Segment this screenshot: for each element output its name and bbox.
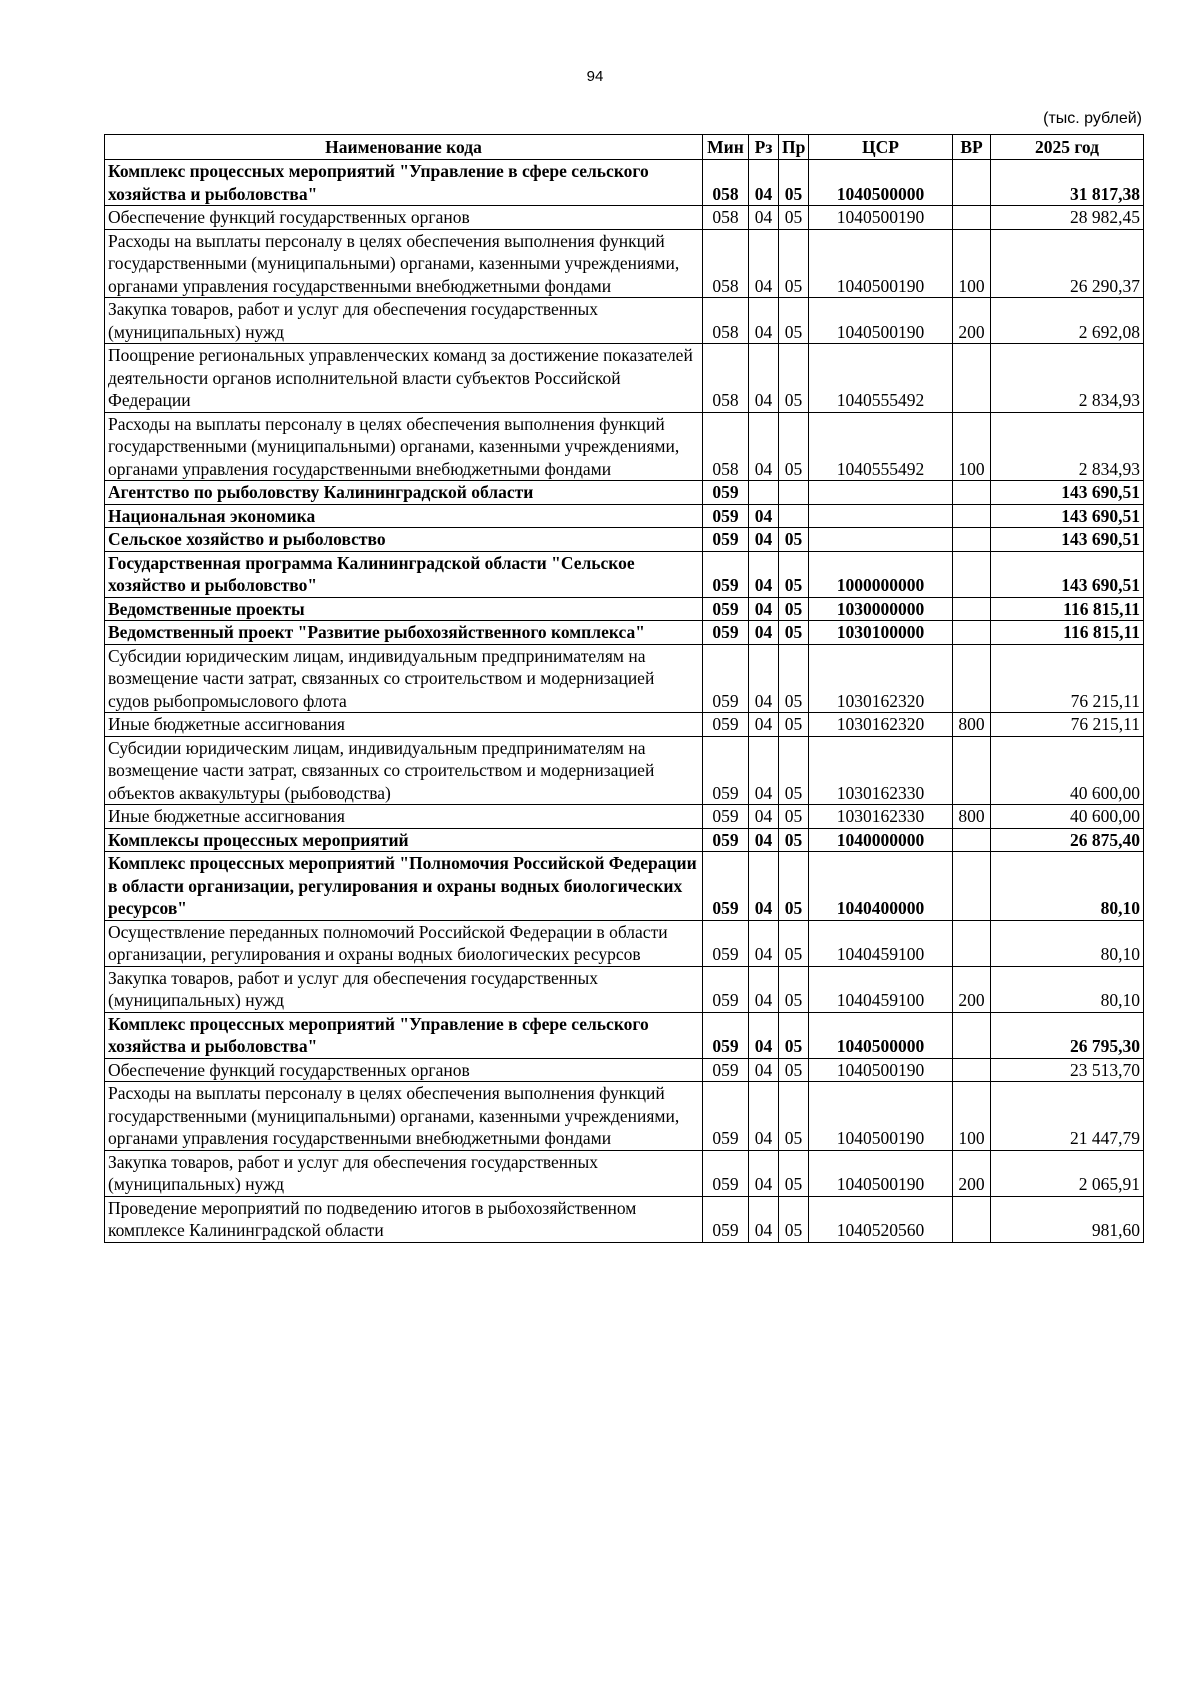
cell-amount: 21 447,79 xyxy=(991,1082,1144,1151)
table-row xyxy=(105,298,1144,344)
cell-rz: 04 xyxy=(749,644,779,713)
col-header-vr: ВР xyxy=(953,135,991,160)
cell-name: Обеспечение функций государственных органов xyxy=(105,206,703,230)
cell-name: Сельское хозяйство и рыболовство xyxy=(105,528,703,552)
cell-amount: 981,60 xyxy=(991,1196,1144,1242)
cell-vr: 800 xyxy=(953,713,991,737)
cell-amount: 116 815,11 xyxy=(991,621,1144,645)
cell-amount: 76 215,11 xyxy=(991,644,1144,713)
cell-min: 059 xyxy=(703,966,749,1012)
cell-csr: 1040500190 xyxy=(809,1082,953,1151)
cell-vr xyxy=(953,504,991,528)
cell-csr xyxy=(809,481,953,505)
cell-rz: 04 xyxy=(749,229,779,298)
cell-min: 059 xyxy=(703,481,749,505)
cell-min: 059 xyxy=(703,621,749,645)
cell-amount: 40 600,00 xyxy=(991,805,1144,829)
cell-pr: 05 xyxy=(779,1196,809,1242)
cell-rz: 04 xyxy=(749,1082,779,1151)
cell-rz: 04 xyxy=(749,966,779,1012)
cell-csr: 1040000000 xyxy=(809,828,953,852)
cell-vr xyxy=(953,621,991,645)
cell-amount: 80,10 xyxy=(991,852,1144,921)
table-row xyxy=(105,713,1144,737)
table-row xyxy=(105,1196,1144,1242)
cell-pr: 05 xyxy=(779,920,809,966)
cell-pr: 05 xyxy=(779,828,809,852)
cell-amount: 143 690,51 xyxy=(991,504,1144,528)
cell-vr xyxy=(953,920,991,966)
cell-min: 058 xyxy=(703,206,749,230)
cell-csr: 1030162330 xyxy=(809,805,953,829)
cell-amount: 143 690,51 xyxy=(991,551,1144,597)
cell-csr: 1030000000 xyxy=(809,597,953,621)
cell-rz: 04 xyxy=(749,805,779,829)
cell-name: Иные бюджетные ассигнования xyxy=(105,713,703,737)
cell-pr: 05 xyxy=(779,713,809,737)
cell-pr xyxy=(779,504,809,528)
cell-pr xyxy=(779,481,809,505)
cell-csr: 1040500190 xyxy=(809,229,953,298)
cell-csr: 1040500000 xyxy=(809,1012,953,1058)
cell-amount: 26 795,30 xyxy=(991,1012,1144,1058)
cell-vr: 200 xyxy=(953,298,991,344)
cell-vr: 100 xyxy=(953,1082,991,1151)
cell-vr xyxy=(953,736,991,805)
cell-min: 059 xyxy=(703,805,749,829)
cell-amount: 116 815,11 xyxy=(991,597,1144,621)
cell-min: 059 xyxy=(703,1082,749,1151)
cell-name: Комплекс процессных мероприятий "Управление в сфере сельского хозяйства и рыболовства" xyxy=(105,1012,703,1058)
cell-pr: 05 xyxy=(779,528,809,552)
cell-vr xyxy=(953,597,991,621)
cell-min: 059 xyxy=(703,828,749,852)
cell-name: Национальная экономика xyxy=(105,504,703,528)
cell-min: 059 xyxy=(703,920,749,966)
cell-rz: 04 xyxy=(749,1150,779,1196)
cell-rz xyxy=(749,481,779,505)
cell-pr: 05 xyxy=(779,344,809,413)
cell-vr xyxy=(953,1196,991,1242)
cell-vr xyxy=(953,828,991,852)
cell-pr: 05 xyxy=(779,736,809,805)
col-header-min: Мин xyxy=(703,135,749,160)
cell-name: Комплексы процессных мероприятий xyxy=(105,828,703,852)
col-header-csr: ЦСР xyxy=(809,135,953,160)
cell-amount: 2 834,93 xyxy=(991,412,1144,481)
cell-csr: 1040555492 xyxy=(809,412,953,481)
cell-amount: 143 690,51 xyxy=(991,528,1144,552)
table-row xyxy=(105,412,1144,481)
table-header-row xyxy=(105,135,1144,160)
table-row xyxy=(105,805,1144,829)
cell-pr: 05 xyxy=(779,1082,809,1151)
cell-min: 058 xyxy=(703,344,749,413)
cell-min: 058 xyxy=(703,298,749,344)
table-row xyxy=(105,504,1144,528)
table-row xyxy=(105,736,1144,805)
cell-amount: 2 834,93 xyxy=(991,344,1144,413)
cell-min: 058 xyxy=(703,229,749,298)
cell-name: Государственная программа Калининградской области "Сельское хозяйство и рыболовство" xyxy=(105,551,703,597)
cell-csr: 1040500190 xyxy=(809,206,953,230)
cell-amount: 80,10 xyxy=(991,920,1144,966)
cell-min: 059 xyxy=(703,528,749,552)
cell-vr xyxy=(953,852,991,921)
cell-name: Расходы на выплаты персоналу в целях обеспечения выполнения функций государственными (муниципальными) органами, казенными учреждениями, органами управления государственными внебюджетными фондами xyxy=(105,229,703,298)
units-label: (тыс. рублей) xyxy=(1043,110,1142,127)
cell-csr: 1030100000 xyxy=(809,621,953,645)
cell-rz: 04 xyxy=(749,828,779,852)
cell-min: 059 xyxy=(703,713,749,737)
col-header-rz: Рз xyxy=(749,135,779,160)
cell-pr: 05 xyxy=(779,1012,809,1058)
cell-csr: 1030162330 xyxy=(809,736,953,805)
table-row xyxy=(105,1058,1144,1082)
cell-csr: 1040500190 xyxy=(809,298,953,344)
cell-amount: 23 513,70 xyxy=(991,1058,1144,1082)
cell-name: Агентство по рыболовству Калининградской области xyxy=(105,481,703,505)
cell-amount: 2 065,91 xyxy=(991,1150,1144,1196)
cell-rz: 04 xyxy=(749,1012,779,1058)
cell-csr: 1040500190 xyxy=(809,1058,953,1082)
cell-min: 059 xyxy=(703,736,749,805)
cell-csr: 1040400000 xyxy=(809,852,953,921)
cell-pr: 05 xyxy=(779,597,809,621)
table-row xyxy=(105,344,1144,413)
cell-amount: 26 290,37 xyxy=(991,229,1144,298)
cell-min: 059 xyxy=(703,1058,749,1082)
cell-amount: 28 982,45 xyxy=(991,206,1144,230)
cell-vr xyxy=(953,1058,991,1082)
table-row xyxy=(105,481,1144,505)
cell-pr: 05 xyxy=(779,229,809,298)
table-row xyxy=(105,597,1144,621)
col-header-name: Наименование кода xyxy=(105,135,703,160)
col-header-pr: Пр xyxy=(779,135,809,160)
cell-name: Субсидии юридическим лицам, индивидуальным предпринимателям на возмещение части затрат, связанных со строительством и модернизацией судов рыбопромыслового флота xyxy=(105,644,703,713)
table-row xyxy=(105,551,1144,597)
cell-name: Комплекс процессных мероприятий "Полномочия Российской Федерации в области организации, регулирования и охраны водных биологических ресурсов" xyxy=(105,852,703,921)
cell-csr: 1000000000 xyxy=(809,551,953,597)
budget-table xyxy=(104,134,1144,1243)
cell-rz: 04 xyxy=(749,713,779,737)
cell-csr xyxy=(809,504,953,528)
cell-min: 059 xyxy=(703,1196,749,1242)
cell-amount: 76 215,11 xyxy=(991,713,1144,737)
cell-min: 059 xyxy=(703,852,749,921)
cell-vr xyxy=(953,528,991,552)
cell-min: 059 xyxy=(703,644,749,713)
cell-vr: 200 xyxy=(953,966,991,1012)
cell-rz: 04 xyxy=(749,920,779,966)
table-row xyxy=(105,1150,1144,1196)
table-row xyxy=(105,920,1144,966)
cell-min: 059 xyxy=(703,1150,749,1196)
cell-pr: 05 xyxy=(779,852,809,921)
cell-amount: 80,10 xyxy=(991,966,1144,1012)
cell-csr: 1040520560 xyxy=(809,1196,953,1242)
cell-vr xyxy=(953,206,991,230)
table-row xyxy=(105,1082,1144,1151)
cell-csr: 1040459100 xyxy=(809,966,953,1012)
cell-pr: 05 xyxy=(779,412,809,481)
table-row xyxy=(105,828,1144,852)
cell-amount: 2 692,08 xyxy=(991,298,1144,344)
cell-rz: 04 xyxy=(749,160,779,206)
cell-vr: 200 xyxy=(953,1150,991,1196)
cell-pr: 05 xyxy=(779,805,809,829)
table-body xyxy=(105,160,1144,1243)
cell-csr: 1030162320 xyxy=(809,644,953,713)
cell-min: 059 xyxy=(703,1012,749,1058)
col-header-amount: 2025 год xyxy=(991,135,1144,160)
cell-name: Закупка товаров, работ и услуг для обеспечения государственных (муниципальных) нужд xyxy=(105,298,703,344)
table-row xyxy=(105,621,1144,645)
cell-rz: 04 xyxy=(749,551,779,597)
cell-vr xyxy=(953,344,991,413)
table-row xyxy=(105,966,1144,1012)
cell-pr: 05 xyxy=(779,551,809,597)
table-row xyxy=(105,852,1144,921)
cell-vr: 100 xyxy=(953,229,991,298)
cell-vr: 800 xyxy=(953,805,991,829)
cell-vr xyxy=(953,644,991,713)
cell-min: 058 xyxy=(703,412,749,481)
cell-amount: 26 875,40 xyxy=(991,828,1144,852)
cell-vr xyxy=(953,1012,991,1058)
cell-amount: 31 817,38 xyxy=(991,160,1144,206)
cell-name: Проведение мероприятий по подведению итогов в рыбохозяйственном комплексе Калининградской области xyxy=(105,1196,703,1242)
cell-min: 059 xyxy=(703,597,749,621)
cell-name: Осуществление переданных полномочий Российской Федерации в области организации, регулирования и охраны водных биологических ресурсов xyxy=(105,920,703,966)
cell-pr: 05 xyxy=(779,298,809,344)
cell-name: Ведомственные проекты xyxy=(105,597,703,621)
cell-name: Иные бюджетные ассигнования xyxy=(105,805,703,829)
cell-name: Закупка товаров, работ и услуг для обеспечения государственных (муниципальных) нужд xyxy=(105,1150,703,1196)
cell-pr: 05 xyxy=(779,160,809,206)
cell-name: Закупка товаров, работ и услуг для обеспечения государственных (муниципальных) нужд xyxy=(105,966,703,1012)
cell-rz: 04 xyxy=(749,621,779,645)
cell-csr: 1040555492 xyxy=(809,344,953,413)
cell-pr: 05 xyxy=(779,644,809,713)
table-row xyxy=(105,528,1144,552)
cell-amount: 40 600,00 xyxy=(991,736,1144,805)
cell-rz: 04 xyxy=(749,736,779,805)
cell-rz: 04 xyxy=(749,344,779,413)
table-row xyxy=(105,229,1144,298)
cell-rz: 04 xyxy=(749,298,779,344)
cell-rz: 04 xyxy=(749,1196,779,1242)
table-row xyxy=(105,1012,1144,1058)
cell-rz: 04 xyxy=(749,206,779,230)
table-row xyxy=(105,160,1144,206)
cell-rz: 04 xyxy=(749,412,779,481)
cell-pr: 05 xyxy=(779,966,809,1012)
cell-name: Комплекс процессных мероприятий "Управление в сфере сельского хозяйства и рыболовства" xyxy=(105,160,703,206)
table-row xyxy=(105,206,1144,230)
cell-vr xyxy=(953,160,991,206)
cell-min: 059 xyxy=(703,551,749,597)
cell-min: 058 xyxy=(703,160,749,206)
cell-amount: 143 690,51 xyxy=(991,481,1144,505)
cell-pr: 05 xyxy=(779,1150,809,1196)
cell-name: Субсидии юридическим лицам, индивидуальным предпринимателям на возмещение части затрат, связанных со строительством и модернизацией объектов аквакультуры (рыбоводства) xyxy=(105,736,703,805)
cell-name: Расходы на выплаты персоналу в целях обеспечения выполнения функций государственными (муниципальными) органами, казенными учреждениями, органами управления государственными внебюджетными фондами xyxy=(105,1082,703,1151)
cell-vr: 100 xyxy=(953,412,991,481)
cell-name: Обеспечение функций государственных органов xyxy=(105,1058,703,1082)
cell-vr xyxy=(953,551,991,597)
cell-name: Расходы на выплаты персоналу в целях обеспечения выполнения функций государственными (муниципальными) органами, казенными учреждениями, органами управления государственными внебюджетными фондами xyxy=(105,412,703,481)
table-row xyxy=(105,644,1144,713)
cell-rz: 04 xyxy=(749,597,779,621)
cell-rz: 04 xyxy=(749,1058,779,1082)
cell-rz: 04 xyxy=(749,852,779,921)
cell-csr: 1040500190 xyxy=(809,1150,953,1196)
cell-pr: 05 xyxy=(779,206,809,230)
cell-min: 059 xyxy=(703,504,749,528)
page-number: 94 xyxy=(586,68,604,85)
cell-csr xyxy=(809,528,953,552)
cell-csr: 1030162320 xyxy=(809,713,953,737)
cell-pr: 05 xyxy=(779,1058,809,1082)
cell-rz: 04 xyxy=(749,528,779,552)
cell-rz: 04 xyxy=(749,504,779,528)
cell-name: Ведомственный проект "Развитие рыбохозяйственного комплекса" xyxy=(105,621,703,645)
cell-pr: 05 xyxy=(779,621,809,645)
cell-csr: 1040459100 xyxy=(809,920,953,966)
cell-vr xyxy=(953,481,991,505)
cell-name: Поощрение региональных управленческих команд за достижение показателей деятельности органов исполнительной власти субъектов Российской Федерации xyxy=(105,344,703,413)
cell-csr: 1040500000 xyxy=(809,160,953,206)
